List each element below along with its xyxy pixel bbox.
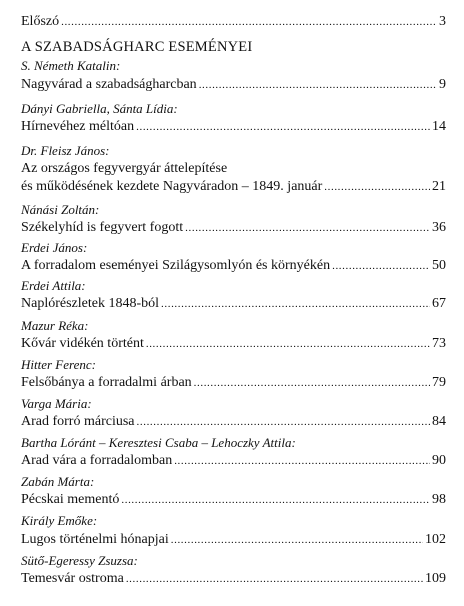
dot-leader	[185, 219, 430, 237]
toc-entry-author: Dányi Gabriella, Sánta Lídia:	[21, 101, 178, 116]
toc-entry-author: Mazur Réka:	[21, 318, 89, 333]
toc-entry-author: Varga Mária:	[21, 396, 92, 411]
dot-leader	[126, 570, 423, 588]
toc-entry-title: Felsőbánya a forradalmi árban	[21, 375, 192, 390]
toc-entry-preface[interactable]	[21, 13, 446, 31]
toc-entry-page: 21	[432, 179, 446, 194]
toc-entry-title: Nagyvárad a szabadságharcban	[21, 77, 197, 92]
toc-entry-author: Nánási Zoltán:	[21, 202, 100, 217]
toc-entry-page: 36	[432, 220, 446, 235]
toc-entry-title: Előszó	[21, 14, 60, 29]
toc-entry-title: Temesvár ostroma	[21, 571, 124, 586]
toc-entry[interactable]	[21, 452, 446, 470]
toc-entry-author: Bartha Lóránt – Keresztesi Csaba – Lehoczky Attila:	[21, 435, 296, 450]
toc-entry-author: Erdei János:	[21, 240, 88, 255]
dot-leader	[146, 335, 430, 353]
toc-entry-title-line1: Az országos fegyvergyár áttelepítése	[21, 161, 228, 176]
dot-leader	[174, 452, 430, 470]
dot-leader	[199, 76, 437, 94]
toc-entry-page: 84	[432, 414, 446, 429]
toc-entry[interactable]	[21, 219, 446, 237]
toc-entry-author: Erdei Attila:	[21, 278, 86, 293]
toc-entry-page: 14	[432, 119, 446, 134]
dot-leader	[136, 118, 430, 136]
toc-entry-author: Király Emőke:	[21, 513, 98, 528]
toc-entry-author: Dr. Fleisz János:	[21, 143, 110, 158]
toc-entry-title: Arad vára a forradalomban	[21, 453, 173, 468]
dot-leader	[61, 13, 437, 31]
dot-leader	[121, 491, 430, 509]
toc-entry-title: Arad forró márciusa	[21, 414, 135, 429]
toc-entry-title: A forradalom eseményei Szilágysomlyón és környékén	[21, 258, 331, 273]
section-heading: A SZABADSÁGHARC ESEMÉNYEI	[21, 39, 253, 55]
toc-entry-title: Naplórészletek 1848-ból	[21, 296, 160, 311]
toc-entry-title: Lugos történelmi hónapjai	[21, 532, 169, 547]
dot-leader	[324, 178, 430, 196]
toc-entry-page: 79	[432, 375, 446, 390]
dot-leader	[161, 295, 430, 313]
toc-entry-page: 3	[439, 14, 446, 29]
toc-entry-author: Zabán Márta:	[21, 474, 95, 489]
toc-entry[interactable]	[21, 178, 446, 196]
toc-entry[interactable]	[21, 570, 446, 588]
toc-entry-page: 109	[425, 571, 446, 586]
toc-entry-author: S. Németh Katalin:	[21, 58, 121, 73]
toc-entry-author: Hitter Ferenc:	[21, 357, 96, 372]
toc-entry[interactable]	[21, 76, 446, 94]
toc-entry[interactable]	[21, 374, 446, 392]
toc-entry-title: és működésének kezdete Nagyváradon – 1849. január	[21, 179, 323, 194]
toc-entry-title: Kővár vidékén történt	[21, 336, 144, 351]
toc-entry[interactable]	[21, 295, 446, 313]
toc-entry[interactable]	[21, 531, 446, 549]
dot-leader	[194, 374, 430, 392]
toc-entry-page: 102	[425, 532, 446, 547]
dot-leader	[332, 257, 430, 275]
dot-leader	[171, 531, 423, 549]
toc-entry[interactable]	[21, 257, 446, 275]
toc-entry[interactable]	[21, 118, 446, 136]
toc-entry-page: 50	[432, 258, 446, 273]
toc-entry-author: Sütő-Egeressy Zsuzsa:	[21, 553, 138, 568]
toc-entry-title: Pécskai mementó	[21, 492, 120, 507]
toc-entry[interactable]	[21, 335, 446, 353]
toc-entry[interactable]	[21, 491, 446, 509]
toc-entry-title: Hírnevéhez méltóan	[21, 119, 135, 134]
toc-entry-page: 98	[432, 492, 446, 507]
toc-entry-title: Székelyhíd is fegyvert fogott	[21, 220, 184, 235]
toc-entry-page: 73	[432, 336, 446, 351]
toc-entry[interactable]	[21, 413, 446, 431]
toc-entry-page: 67	[432, 296, 446, 311]
toc-entry-page: 9	[439, 77, 446, 92]
toc-entry-page: 90	[432, 453, 446, 468]
dot-leader	[137, 413, 430, 431]
